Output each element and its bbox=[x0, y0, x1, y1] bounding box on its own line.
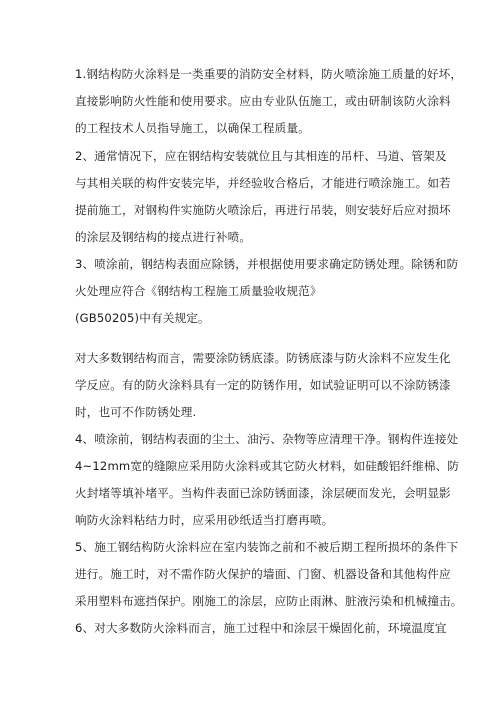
text-line: 火处理应符合《钢结构工程施工质量验收规范》 bbox=[75, 284, 322, 298]
text-line: 采用塑料布遮挡保护。刚施工的涂层，应防止雨淋、脏液污染和机械撞击。 bbox=[75, 594, 463, 608]
text-line: 响防火涂料粘结力时，应采用砂纸适当打磨再喷。 bbox=[75, 513, 334, 527]
text-line: 的涂层及钢结构的接点进行补喷。 bbox=[75, 230, 252, 244]
text-line: 3、喷涂前，钢结构表面应除锈，并根据使用要求确定防锈处理。除锈和防 bbox=[75, 257, 459, 271]
text-line: 的工程技术人员指导施工，以确保工程质量。 bbox=[75, 121, 310, 135]
text-line: 火封堵等填补堵平。当构件表面已涂防锈面漆，涂层硬而发光，会明显影 bbox=[75, 486, 451, 500]
text-line: 学反应。有的防火涂料具有一定的防锈作用，如试验证明可以不涂防锈漆 bbox=[75, 378, 451, 392]
text-line: (GB50205)中有关规定。 bbox=[75, 311, 210, 325]
text-line: 2、通常情况下，应在钢结构安装就位且与其相连的吊杆、马道、管架及 bbox=[75, 149, 447, 163]
text-line: 6、对大多数防火涂料而言，施工过程中和涂层干燥固化前，环境温度宜 bbox=[75, 621, 447, 635]
text-line: 1.钢结构防火涂料是一类重要的消防安全材料，防火喷涂施工质量的好坏， bbox=[75, 67, 463, 81]
text-line: 与其相关联的构件安装完毕，并经验收合格后，才能进行喷涂施工。如若 bbox=[75, 176, 451, 190]
text-line: 提前施工，对钢构件实施防火喷涂后，再进行吊装，则安装好后应对损坏 bbox=[75, 203, 451, 217]
text-line: 4~12mm宽的缝隙应采用防火涂料或其它防火材料，如硅酸铝纤维棉、防 bbox=[75, 459, 460, 473]
text-line: 对大多数钢结构而言，需要涂防锈底漆。防锈底漆与防火涂料不应发生化 bbox=[75, 351, 451, 365]
text-line: 4、喷涂前，钢结构表面的尘土、油污、杂物等应清理干净。钢构件连接处 bbox=[75, 432, 459, 446]
text-line: 直接影响防火性能和使用要求。应由专业队伍施工，或由研制该防火涂料 bbox=[75, 94, 451, 108]
text-line: 5、施工钢结构防火涂料应在室内装饰之前和不被后期工程所损坏的条件下 bbox=[75, 540, 459, 554]
text-line: 进行。施工时，对不需作防火保护的墙面、门窗、机器设备和其他构件应 bbox=[75, 567, 451, 581]
text-line: 时，也可不作防锈处理. bbox=[75, 405, 197, 419]
